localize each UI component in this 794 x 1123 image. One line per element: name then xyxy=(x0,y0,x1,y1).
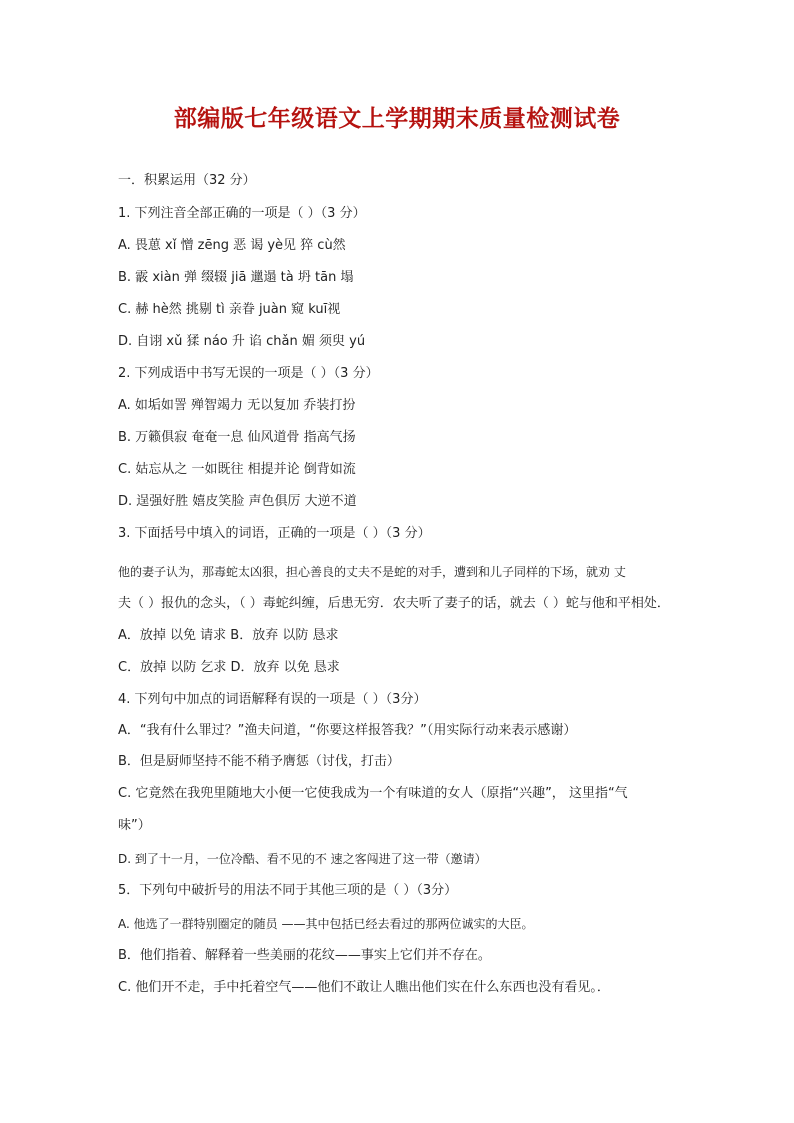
question-5-option-b: B．他们指着、解释着一些美丽的花纹——事实上它们并不存在。 xyxy=(118,948,491,963)
question-1-option-c: C. 赫 hè然 挑剔 tì 亲眷 juàn 窥 kuī视 xyxy=(118,302,341,317)
question-1-stem: 1. 下列注音全部正确的一项是（ ）（3 分） xyxy=(118,206,366,221)
question-4-option-a: A．“我有什么罪过？”渔夫问道，“你要这样报答我？”（用实际行动来表示感谢） xyxy=(118,723,577,738)
question-2-stem: 2. 下列成语中书写无误的一项是（ ）（3 分） xyxy=(118,366,379,381)
question-4-option-c-line-2: 味”） xyxy=(118,818,151,833)
section-heading: 一．积累运用（32 分） xyxy=(118,173,256,188)
question-5-stem: 5．下列句中破折号的用法不同于其他三项的是（ ）（3分） xyxy=(118,883,458,898)
question-5-option-a: A. 他选了一群特别圈定的随员 ——其中包括已经去看过的那两位诚实的大臣。 xyxy=(118,917,534,931)
question-2-option-d: D. 逞强好胜 嬉皮笑脸 声色俱厉 大逆不道 xyxy=(118,494,357,509)
question-1-option-a: A. 畏葸 xǐ 憎 zēng 恶 谒 yè见 猝 cù然 xyxy=(118,238,346,253)
question-3-passage-line-2: 夫（ ）报仇的念头，（ ）毒蛇纠缠，后患无穷．农夫听了妻子的话，就去（ ）蛇与他和平相处． xyxy=(118,596,670,611)
question-1-option-b: B. 霰 xiàn 弹 缀辍 jiā 邋遢 tà 坍 tān 塌 xyxy=(118,270,354,285)
question-2-option-b: B. 万籁俱寂 奄奄一息 仙风道骨 指高气扬 xyxy=(118,430,356,445)
question-2-option-a: A. 如垢如詈 殚智竭力 无以复加 乔装打扮 xyxy=(118,398,356,413)
question-1-option-d: D. 自诩 xǔ 猱 náo 升 谄 chǎn 媚 须臾 yú xyxy=(118,334,366,349)
page-title: 部编版七年级语文上学期期末质量检测试卷 xyxy=(173,105,621,132)
question-2-option-c: C. 姑忘从之 一如既往 相提并论 倒背如流 xyxy=(118,462,356,477)
question-3-options-ab: A．放掉 以免 请求 B．放弃 以防 恳求 xyxy=(118,628,339,643)
question-4-option-b: B．但是厨师坚持不能不稍予膺惩（讨伐，打击） xyxy=(118,754,400,769)
exam-content xyxy=(118,172,678,997)
question-4-stem: 4. 下列句中加点的词语解释有误的一项是（ ）（3分） xyxy=(118,692,427,707)
question-3-passage-line-1: 他的妻子认为，那毒蛇太凶狠，担心善良的丈夫不是蛇的对手，遭到和儿子同样的下场，就劝 丈 xyxy=(118,565,626,579)
question-3-options-cd: C．放掉 以防 乞求 D．放弃 以免 恳求 xyxy=(118,660,340,675)
question-3-stem: 3. 下面括号中填入的词语，正确的一项是（ ）（3 分） xyxy=(118,526,431,541)
question-4-option-d: D. 到了十一月，一位冷酷、看不见的不 速之客闯进了这一带（邀请） xyxy=(118,852,487,866)
question-4-option-c-line-1: C. 它竟然在我兜里随地大小便一它使我成为一个有味道的女人（原指“兴趣”， 这里指“气 xyxy=(118,786,628,801)
question-5-option-c: C. 他们开不走，手中托着空气——他们不敢让人瞧出他们实在什么东西也没有看见。． xyxy=(118,980,610,995)
